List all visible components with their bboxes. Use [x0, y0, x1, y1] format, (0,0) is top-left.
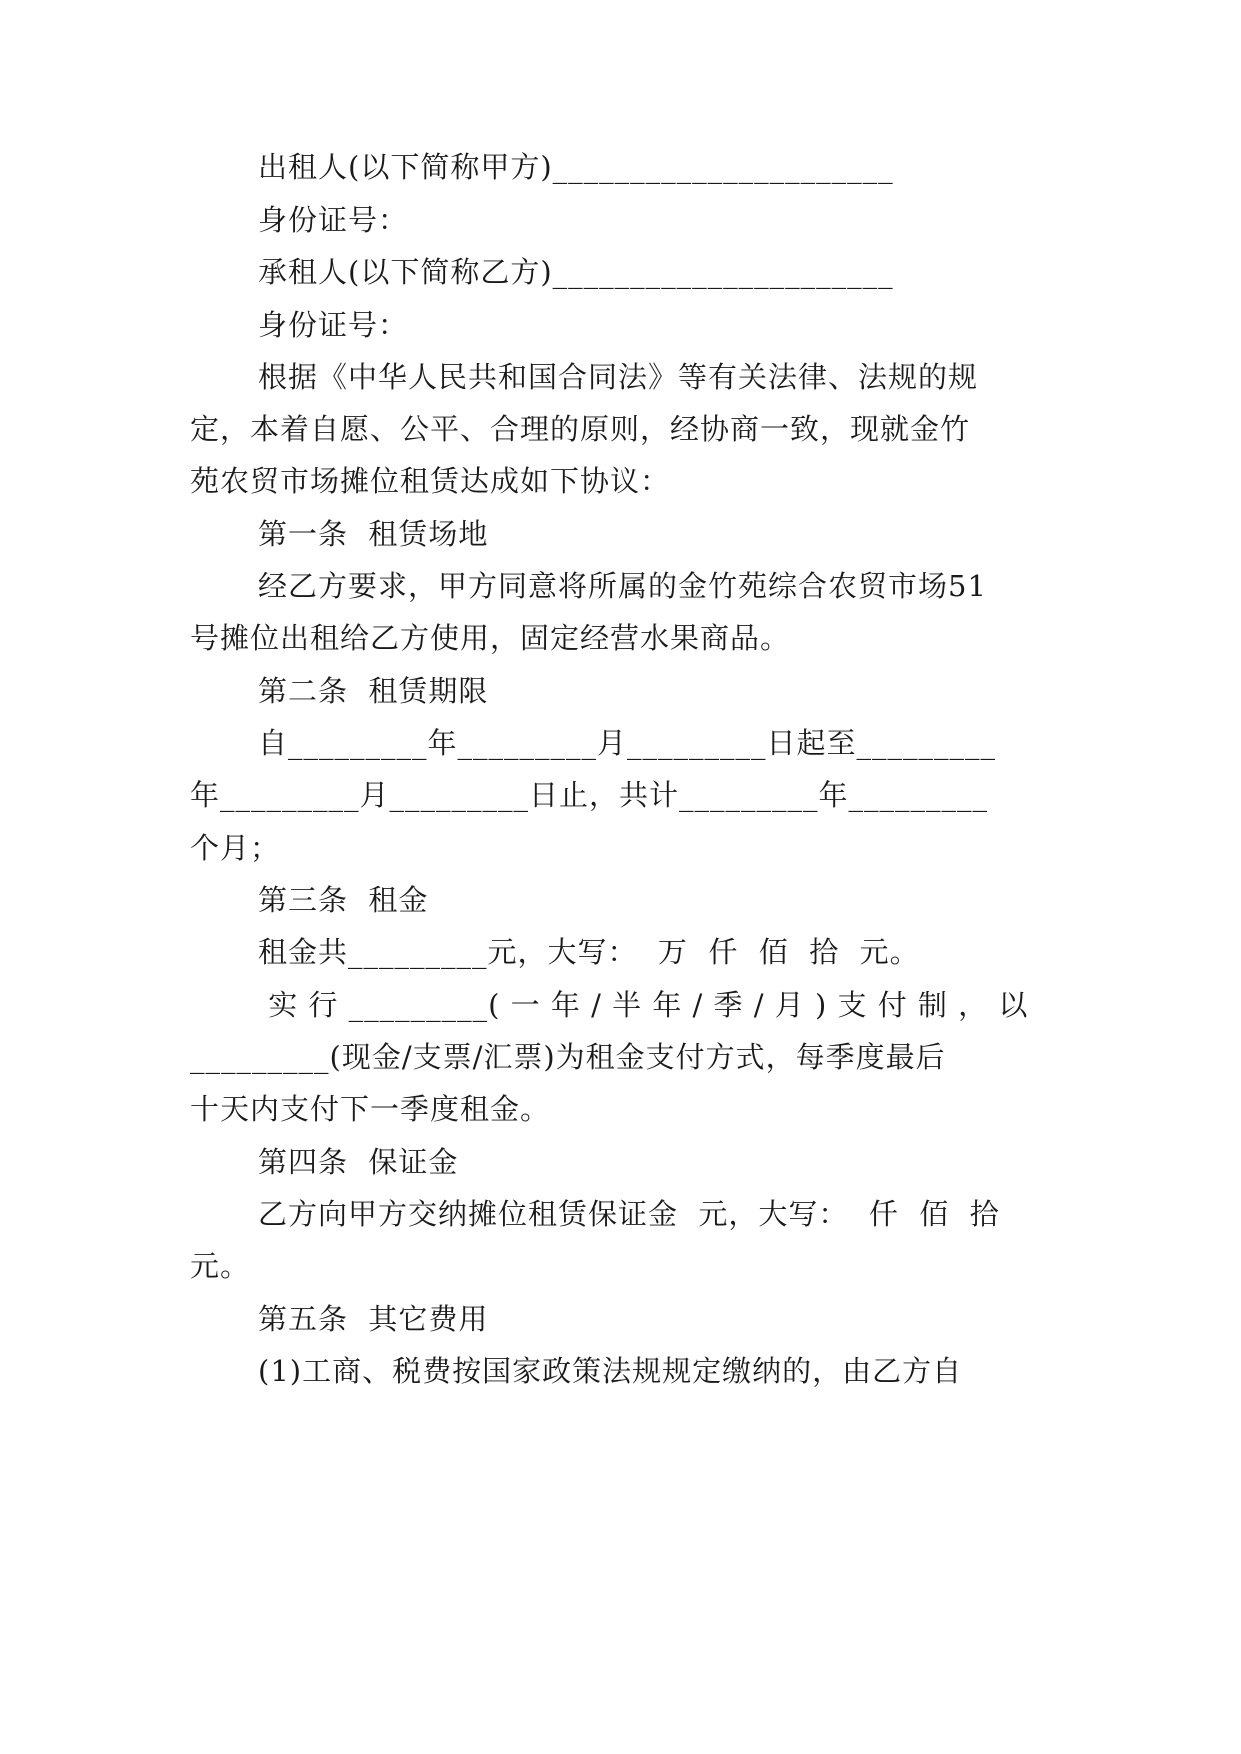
- article-2-line-3: 个月；: [190, 831, 281, 865]
- preamble-line-3: 苑农贸市场摊位租赁达成如下协议：: [190, 464, 671, 498]
- article-3-line-1: 租金共_________元，大写： 万 仟 佰 拾 元。: [258, 935, 920, 969]
- article-2-line-2: 年_________月_________日止，共计_________年_________: [190, 778, 989, 812]
- article-3-line-4: 十天内支付下一季度租金。: [190, 1092, 551, 1126]
- lessee-line: 承租人(以下简称乙方)______________________: [258, 255, 894, 289]
- article-1-line-1: 经乙方要求，甲方同意将所属的金竹苑综合农贸市场51: [258, 569, 987, 603]
- article-3-line-2: 实 行 _________( 一 年 / 半 年 / 季 / 月 ) 支 付 制 ， 以: [258, 988, 1029, 1022]
- article-1-heading: 第一条 租赁场地: [258, 517, 489, 551]
- article-5-line-1: (1)工商、税费按国家政策法规规定缴纳的，由乙方自: [258, 1354, 963, 1388]
- article-3-heading: 第三条 租金: [258, 883, 429, 917]
- lessor-line: 出租人(以下简称甲方)______________________: [258, 150, 894, 184]
- lessor-id-line: 身份证号：: [258, 203, 409, 237]
- article-1-line-2: 号摊位出租给乙方使用，固定经营水果商品。: [190, 621, 791, 655]
- preamble-line-1: 根据《中华人民共和国合同法》等有关法律、法规的规: [258, 360, 979, 394]
- preamble-line-2: 定，本着自愿、公平、合理的原则，经协商一致，现就金竹: [190, 412, 971, 446]
- article-4-heading: 第四条 保证金: [258, 1145, 459, 1179]
- article-3-line-3: _________(现金/支票/汇票)为租金支付方式，每季度最后: [190, 1040, 946, 1074]
- article-4-line-2: 元。: [190, 1249, 251, 1283]
- lessee-id-line: 身份证号：: [258, 308, 409, 342]
- article-4-line-1: 乙方向甲方交纳摊位租赁保证金 元，大写： 仟 佰 拾: [258, 1197, 1000, 1231]
- article-2-heading: 第二条 租赁期限: [258, 674, 489, 708]
- article-5-heading: 第五条 其它费用: [258, 1302, 489, 1336]
- article-2-line-1: 自_________年_________月_________日起至_________: [258, 726, 997, 760]
